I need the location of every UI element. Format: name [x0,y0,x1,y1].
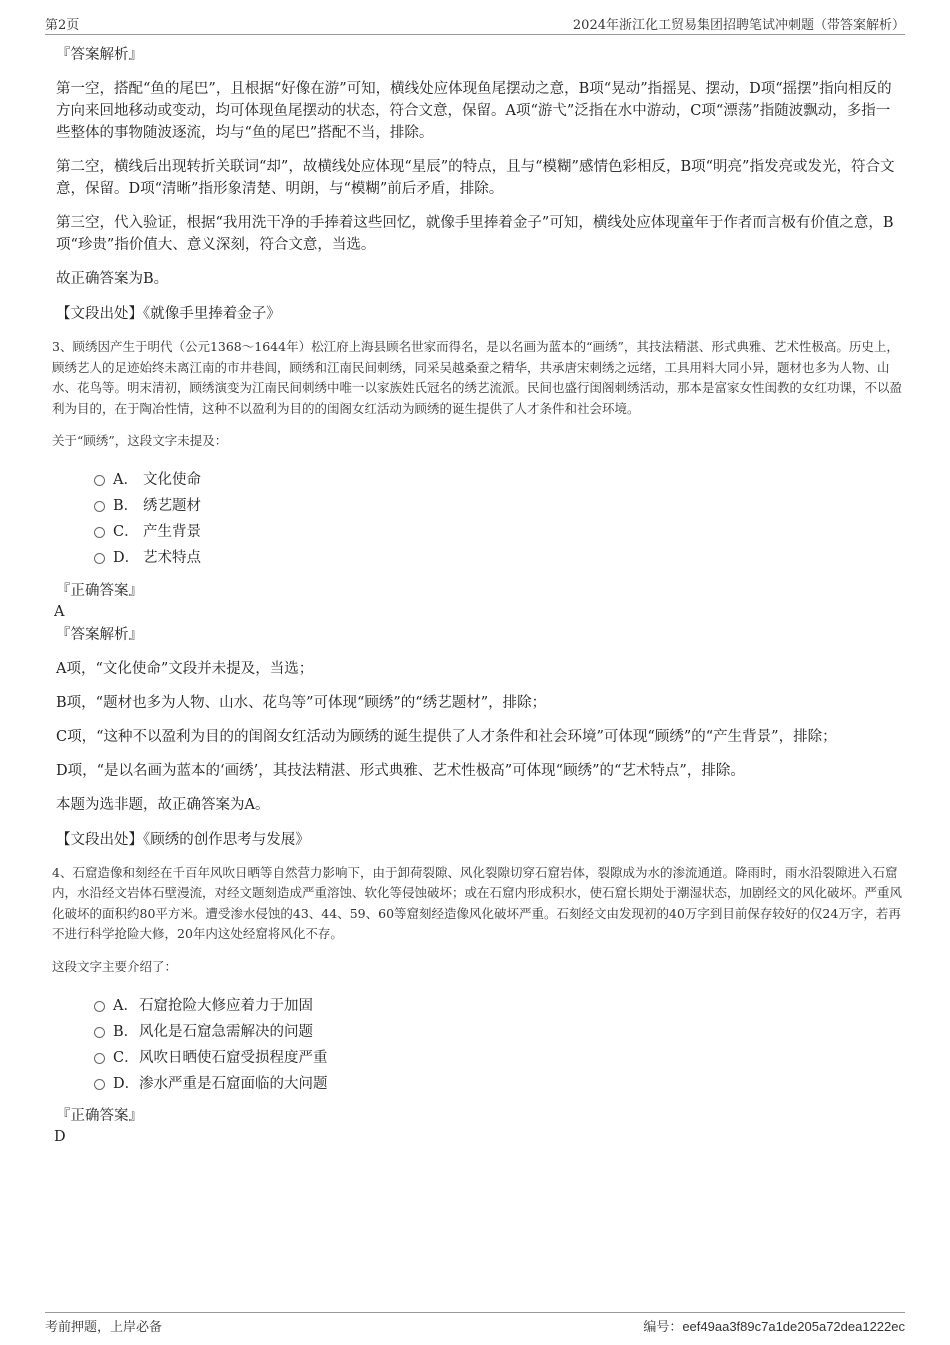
radio-button-icon[interactable] [94,553,105,564]
document-code [643,1316,905,1335]
option-text: 石窟抢险大修应着力于加固 [139,997,313,1014]
option-letter: A． [113,472,138,488]
option-letter: D． [113,1075,140,1092]
correct-answer: A [54,603,65,620]
option-b[interactable] [94,492,902,518]
analysis-conclusion: 本题为选非题，故正确答案为A。 [56,796,270,813]
analysis-label: 『答案解析』 [56,47,143,63]
option-a[interactable] [94,466,902,492]
footer-slogan: 考前押题，上岸必备 [45,1320,163,1335]
option-letter: A． [113,997,138,1014]
option-d[interactable] [94,544,902,570]
code-value: eef49aa3f89c7a1de205a72dea1222ec [682,1319,905,1334]
analysis-paragraph: C项，“这种不以盈利为目的的闺阁女红活动为顾绣的诞生提供了人才条件和社会环境”可体现“顾绣”的“产生背景”，排除； [56,728,837,745]
radio-button-icon[interactable] [94,1001,105,1012]
document-title: 2024年浙江化工贸易集团招聘笔试冲刺题（带答案解析） [572,18,905,33]
option-a[interactable] [94,991,902,1017]
analysis-paragraph: 第一空，搭配“鱼的尾巴”，且根据“好像在游”可知，横线处应体现鱼尾摆动之意，B项“晃动”指摇晃、摆动，D项“摇摆”指向相反的方向来回地移动或变动，均可体现鱼尾摆动的状态，符合文意，保留。A项“游弋”泛指在水中游动，C项“漂荡”指随波飘动，多指一些整体的事物随波逐流，均与“鱼的尾巴”搭配不当，排除。 [56,81,892,141]
option-letter: B． [113,498,139,514]
correct-answer: D [54,1129,66,1145]
code-label: 编号： [643,1320,683,1335]
analysis-paragraph: 第二空，横线后出现转折关联词“却”，故横线处应体现“星辰”的特点，且与“模糊”感情色彩相反，B项“明亮”指发亮或发光，符合文意，保留。D项“清晰”指形象清楚、明朗，与“模糊”前后矛盾，排除。 [56,159,895,197]
option-text: 艺术特点 [143,550,201,566]
option-text: 渗水严重是石窟面临的大问题 [139,1075,328,1092]
option-text: 绣艺题材 [143,498,201,514]
question-4-options [94,991,902,1095]
analysis-conclusion: 故正确答案为B。 [56,271,169,287]
page-number: 第2页 [45,18,80,33]
question-3-text: 3、顾绣因产生于明代（公元1368～1644年）松江府上海县顾名世家而得名，是以名画为蓝本的“画绣”，其技法精湛、形式典雅、艺术性极高。历史上，顾绣艺人的足迹始终未离江南的市井巷闾，顾绣和江南民间刺绣，同采吴越桑蚕之精华，共承唐宋刺绣之远绪，工具用料大同小异，题材也多为人物、山水、花鸟等。明末清初，顾绣演变为江南民间刺绣中唯一以家族姓氏冠名的绣艺流派。民间也盛行闺阁刺绣活动，那本是富家女性闺教的女红功课，不以盈利为目的，在于陶冶性情，这种不以盈利为目的的闺阁女红活动为顾绣的诞生提供了人才条件和社会环境。 [52,339,903,416]
option-d[interactable] [94,1069,902,1095]
analysis-paragraph: A项，“文化使命”文段并未提及，当选； [56,660,314,677]
radio-button-icon[interactable] [94,501,105,512]
option-text: 风吹日晒使石窟受损程度严重 [139,1049,328,1066]
option-c[interactable] [94,1043,902,1069]
correct-answer-label: 『正确答案』 [56,582,143,599]
correct-answer-label: 『正确答案』 [56,1108,143,1124]
question-3-options [94,466,902,570]
option-letter: B． [113,1023,139,1040]
analysis-paragraph: D项，“是以名画为蓝本的‘画绣’，其技法精湛、形式典雅、艺术性极高”可体现“顾绣”的“艺术特点”，排除。 [56,762,745,779]
radio-button-icon[interactable] [94,527,105,538]
option-b[interactable] [94,1017,902,1043]
radio-button-icon[interactable] [94,1079,105,1090]
analysis-label: 『答案解析』 [56,626,143,643]
radio-button-icon[interactable] [94,1053,105,1064]
option-text: 产生背景 [143,524,201,540]
option-text: 文化使命 [143,472,201,488]
question-4-text: 4、石窟造像和刻经在千百年风吹日晒等自然营力影响下，由于卸荷裂隙、风化裂隙切穿石窟岩体，裂隙成为水的渗流通道。降雨时，雨水沿裂隙进入石窟内，水沿经文岩体石壁漫流，对经文题刻造成严重溶蚀、软化等侵蚀破坏；或在石窟内形成积水，使石窟长期处于潮湿状态，加剧经文的风化破坏。严重风化破坏的面积约80平方米。遭受渗水侵蚀的43、44、59、60等窟刻经造像风化破坏严重。石刻经文由发现初的40万字到目前保存较好的仅24万字，若再不进行科学抢险大修，20年内这处经窟将风化不存。 [52,864,903,941]
option-letter: C． [113,524,139,540]
source-citation: 【文段出处】《就像手里捧着金子》 [56,306,281,322]
analysis-paragraph: B项，“题材也多为人物、山水、花鸟等”可体现“顾绣”的“绣艺题材”，排除； [56,694,547,711]
question-3-prompt: 关于“顾绣”，这段文字未提及： [52,433,228,448]
option-text: 风化是石窟急需解决的问题 [139,1023,313,1040]
option-letter: C． [113,1049,139,1066]
option-c[interactable] [94,518,902,544]
question-4-prompt: 这段文字主要介绍了： [52,958,178,974]
page-content [52,44,903,1147]
page-header [45,14,905,35]
radio-button-icon[interactable] [94,475,105,486]
analysis-paragraph: 第三空，代入验证，根据“我用洗干净的手捧着这些回忆，就像手里捧着金子”可知，横线处应体现童年于作者而言极有价值之意，B项“珍贵”指价值大、意义深刻，符合文意，当选。 [56,215,894,253]
option-letter: D． [113,550,140,566]
page-footer [45,1312,905,1337]
source-citation: 【文段出处】《顾绣的创作思考与发展》 [56,831,310,848]
radio-button-icon[interactable] [94,1027,105,1038]
